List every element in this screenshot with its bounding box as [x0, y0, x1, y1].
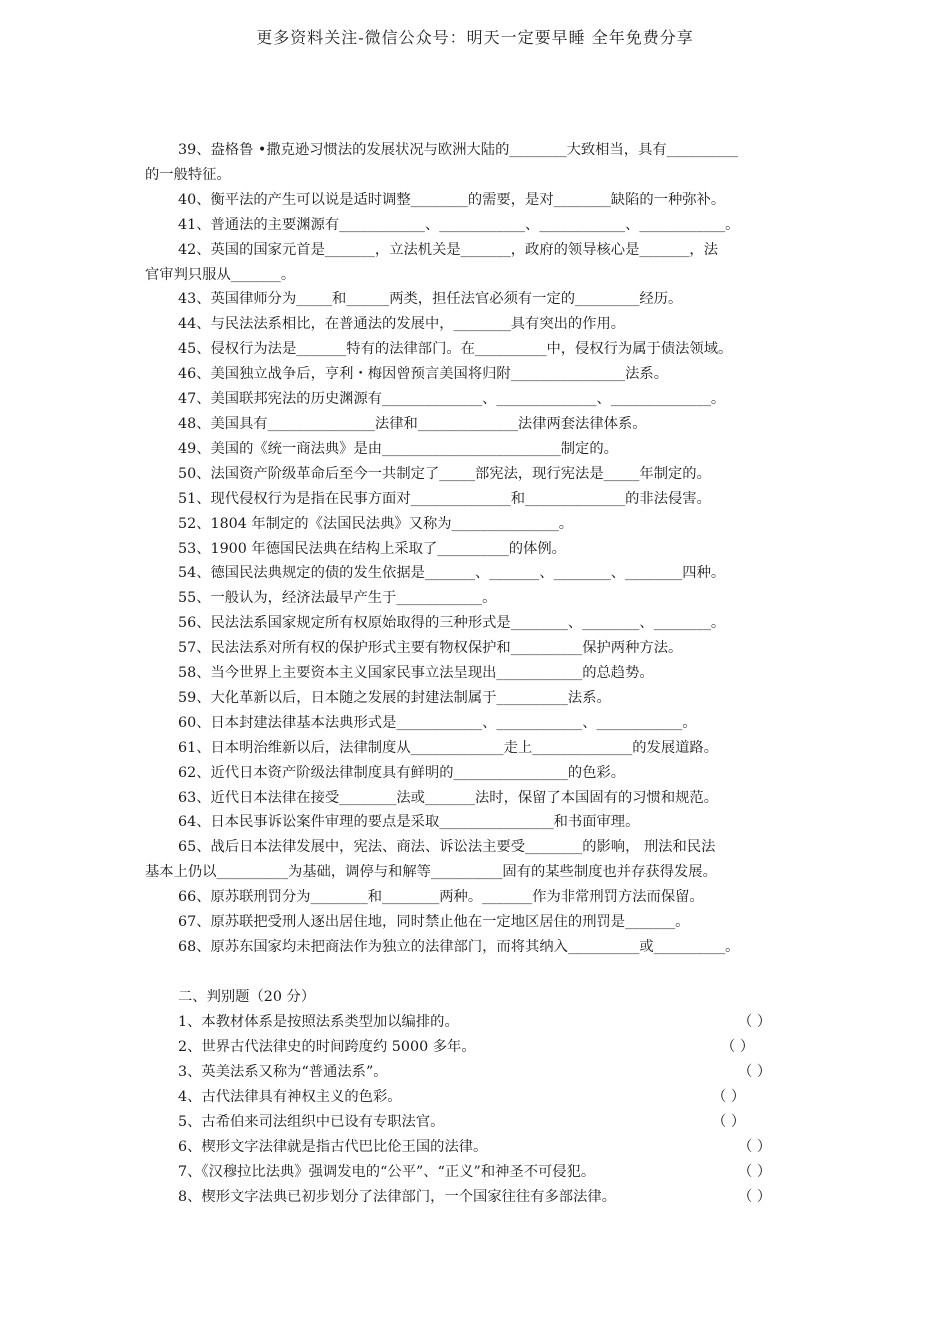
question-49: 49、美国的《统一商法典》是由_________________________制定的。 — [178, 440, 618, 457]
question-42: 42、英国的国家元首是_______，立法机关是_______，政府的领导核心是_______，法 — [178, 241, 719, 258]
judge-item — [178, 1135, 798, 1160]
question-58: 58、当今世界上主要资本主义国家民事立法呈现出____________的总趋势。 — [178, 665, 654, 682]
answer-parentheses[interactable]: （ ） — [738, 1189, 772, 1205]
question-44: 44、与民法法系相比，在普通法的发展中，________具有突出的作用。 — [178, 316, 626, 333]
judge-item — [178, 1085, 798, 1110]
judge-item — [178, 1060, 798, 1085]
question-51: 51、现代侵权行为是指在民事方面对______________和______________的非法侵害。 — [178, 490, 711, 507]
answer-parentheses[interactable]: （ ） — [738, 1164, 772, 1180]
answer-parentheses[interactable]: （ ） — [738, 1064, 772, 1080]
judge-item — [178, 1160, 798, 1185]
true-false-section — [178, 985, 798, 1210]
judge-item-text: 3、英美法系又称为“普通法系”。 — [178, 1064, 388, 1080]
answer-parentheses[interactable]: （ ） — [738, 1014, 772, 1030]
question-42-continued: 官审判只服从_______。 — [145, 266, 296, 283]
question-52: 52、1804 年制定的《法国民法典》又称为_______________。 — [178, 515, 574, 532]
judge-item — [178, 1035, 798, 1060]
question-66: 66、原苏联刑罚分为________和________两种。_______作为非常刑罚方法而保留。 — [178, 889, 704, 906]
answer-parentheses[interactable]: （ ） — [712, 1089, 746, 1105]
question-61: 61、日本明治维新以后，法律制度从_____________走上______________的发展道路。 — [178, 739, 719, 756]
question-55: 55、一般认为，经济法最早产生于____________。 — [178, 590, 497, 607]
question-53: 53、1900 年德国民法典在结构上采取了__________的体例。 — [178, 540, 566, 557]
judge-item — [178, 1110, 798, 1135]
judge-item-text: 4、古代法律具有神权主义的色彩。 — [178, 1089, 402, 1105]
question-60: 60、日本封建法律基本法典形式是____________、____________、____________。 — [178, 714, 697, 731]
judge-item-text: 2、世界古代法律史的时间跨度约 5000 多年。 — [178, 1039, 476, 1055]
question-63: 63、近代日本法律在接受________法或_______法时，保留了本国固有的习惯和规范。 — [178, 789, 719, 806]
judge-item-text: 6、楔形文字法律就是指古代巴比伦王国的法律。 — [178, 1139, 488, 1155]
judge-item-text: 5、古希伯来司法组织中已设有专职法官。 — [178, 1114, 445, 1130]
question-39: 39、盎格鲁 •撒克逊习惯法的发展状况与欧洲大陆的________大致相当，具有__________ — [178, 142, 739, 158]
question-40: 40、衡平法的产生可以说是适时调整________的需要，是对________缺陷的一种弥补。 — [178, 191, 726, 208]
judge-item-text: 7、《汉穆拉比法典》强调发电的“公平”、“正义”和神圣不可侵犯。 — [178, 1164, 596, 1180]
question-62: 62、近代日本资产阶级法律制度具有鲜明的________________的色彩。 — [178, 764, 626, 781]
question-68: 68、原苏东国家均未把商法作为独立的法律部门，而将其纳入__________或__________。 — [178, 939, 740, 955]
question-46: 46、美国独立战争后，亨利・梅因曾预言美国将归附________________法系。 — [178, 366, 668, 383]
question-45: 45、侵权行为法是_______特有的法律部门。在__________中，侵权行为属于债法领域。 — [178, 341, 733, 358]
question-65: 65、战后日本法律发展中，宪法、商法、诉讼法主要受________的影响， 刑法和民法 — [178, 839, 716, 856]
question-41: 41、普通法的主要渊源有____________、____________、____________、____________。 — [178, 216, 740, 233]
question-43: 43、英国律师分为_____和______两类，担任法官必须有一定的_________经历。 — [178, 291, 683, 308]
question-67: 67、原苏联把受刑人逐出居住地，同时禁止他在一定地区居住的刑罚是_______。 — [178, 914, 690, 931]
question-54: 54、德国民法典规定的债的发生依据是_______、_______、________、________四种。 — [178, 565, 726, 582]
question-64: 64、日本民事诉讼案件审理的要点是采取________________和书面审理。 — [178, 814, 640, 831]
question-48: 48、美国具有_______________法律和______________法律两套法律体系。 — [178, 415, 647, 432]
question-47: 47、美国联邦宪法的历史渊源有______________、______________、______________。 — [178, 391, 726, 408]
question-56: 56、民法法系国家规定所有权原始取得的三种形式是________、________、________。 — [178, 615, 726, 632]
page-banner: 更多资料关注-微信公众号：明天一定要早睡 全年免费分享 — [256, 28, 694, 47]
judge-item — [178, 1185, 798, 1210]
question-59: 59、大化革新以后，日本随之发展的封建法制属于__________法系。 — [178, 689, 611, 706]
answer-parentheses[interactable]: （ ） — [712, 1114, 746, 1130]
judge-item-text: 8、楔形文字法典已初步划分了法律部门，一个国家往往有多部法律。 — [178, 1189, 616, 1205]
question-50: 50、法国资产阶级革命后至今一共制定了_____部宪法，现行宪法是_____年制定的。 — [178, 465, 711, 482]
answer-parentheses[interactable]: （ ） — [738, 1139, 772, 1155]
judge-item-text: 1、本教材体系是按照法系类型加以编排的。 — [178, 1014, 459, 1030]
fill-in-blank-section — [145, 138, 810, 960]
question-65-continued: 基本上仍以__________为基础，调停与和解等__________固有的某些制度也并存获得发展。 — [145, 864, 717, 881]
section-title: 二、判别题（20 分） — [178, 989, 316, 1005]
judge-item — [178, 1010, 798, 1035]
question-57: 57、民法法系对所有权的保护形式主要有物权保护和__________保护两种方法。 — [178, 640, 683, 657]
answer-parentheses[interactable]: （ ） — [721, 1039, 755, 1055]
question-39-continued: 的一般特征。 — [145, 166, 231, 183]
